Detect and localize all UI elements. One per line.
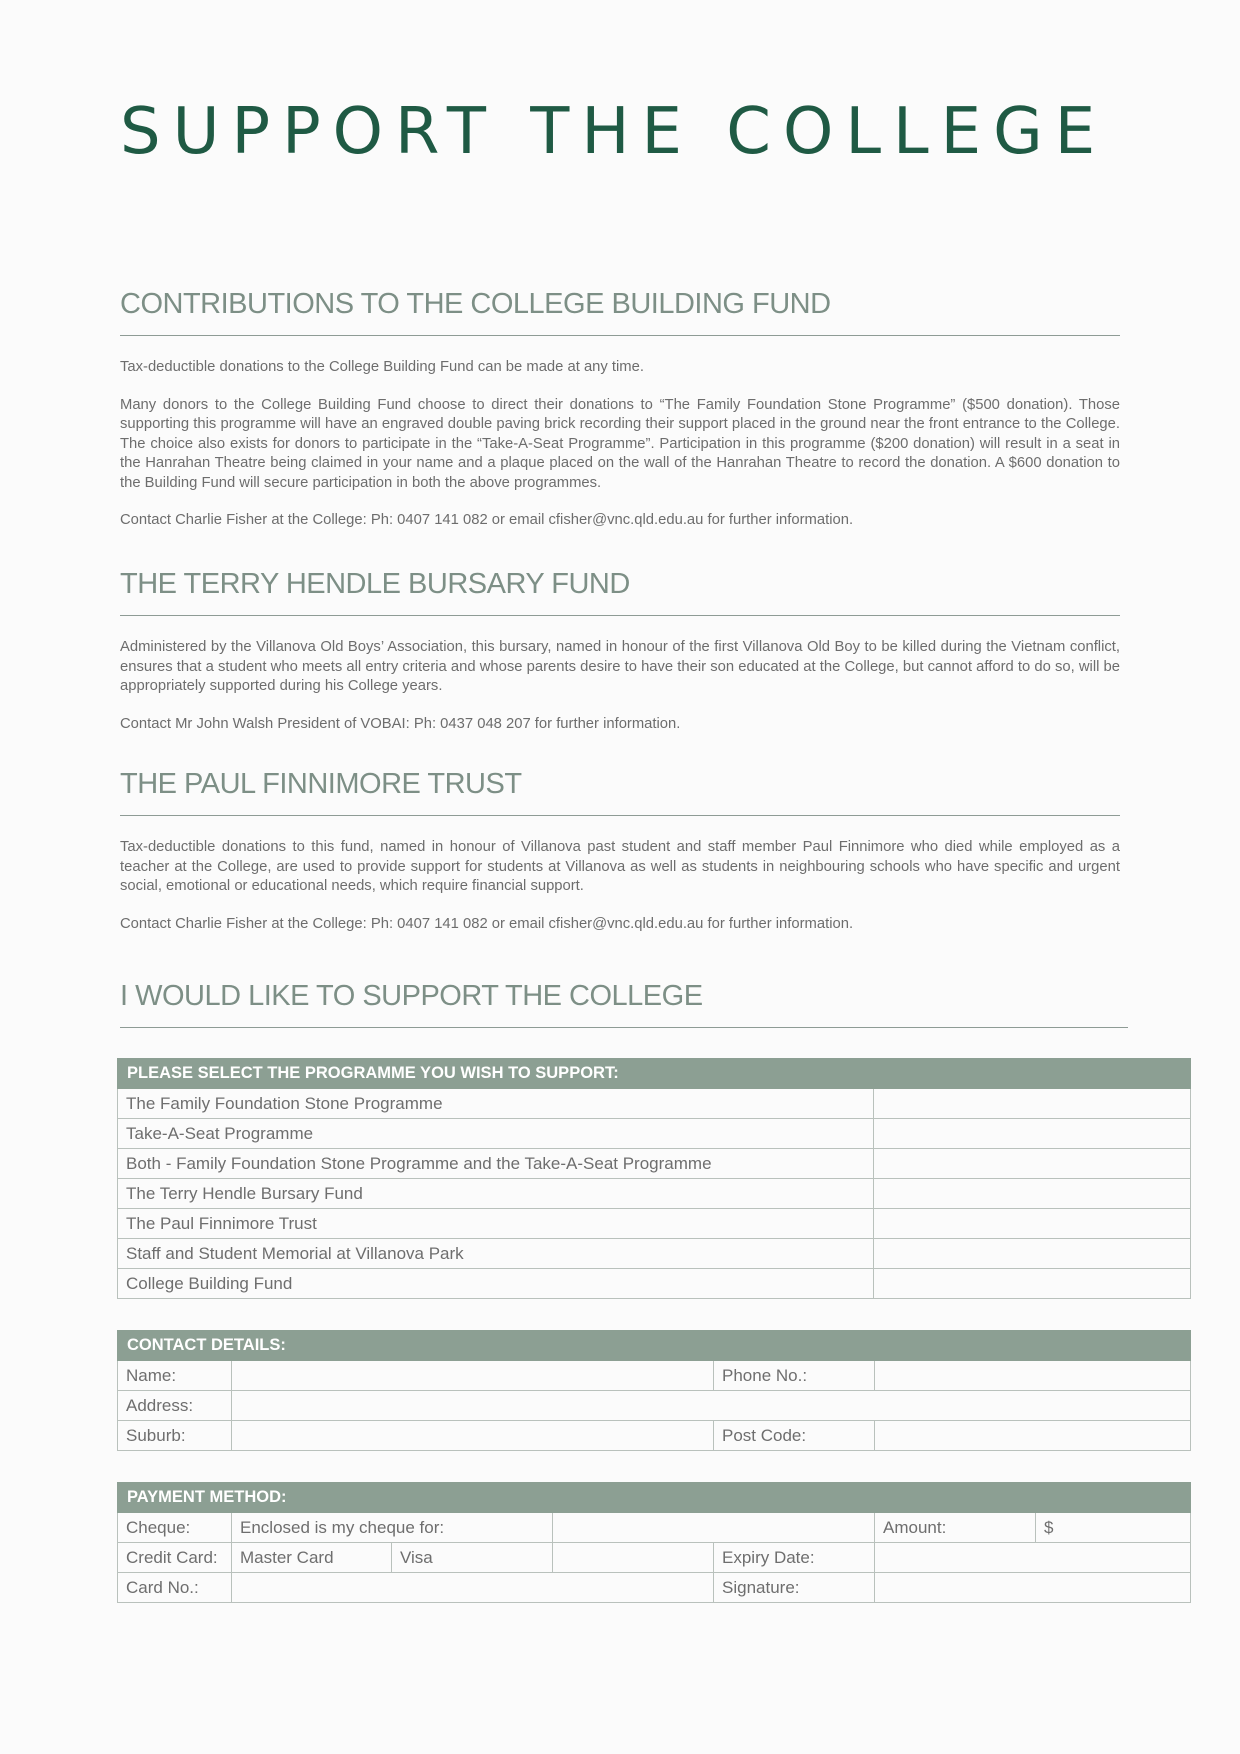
address-field[interactable]: [232, 1391, 1191, 1421]
section-paragraph: Administered by the Villanova Old Boys’ Association, this bursary, named in honour of the first Villanova Old Boy to be killed during the Vietnam conflict, ensures that a student who meets all entry criteria and whose parents desire to have their son educated at the College, but cannot afford to do so, will be appropriately supported during his College years.: [120, 639, 1120, 694]
section-finnimore-trust: [120, 768, 1120, 934]
card-number-label: Card No.:: [118, 1573, 232, 1603]
programme-select-cell[interactable]: [874, 1269, 1191, 1299]
mastercard-option[interactable]: Master Card: [232, 1543, 392, 1573]
table-row: [118, 1149, 1191, 1179]
expiry-field[interactable]: [875, 1543, 1191, 1573]
suburb-label: Suburb:: [118, 1421, 232, 1451]
section-paragraph: Contact Mr John Walsh President of VOBAI: Ph: 0437 048 207 for further information.: [120, 715, 681, 732]
address-label: Address:: [118, 1391, 232, 1421]
payment-table: [117, 1482, 1191, 1603]
section-support-form: [120, 980, 1128, 1028]
programme-table: [117, 1058, 1191, 1299]
programme-option-label: College Building Fund: [118, 1269, 874, 1299]
table-row: [118, 1361, 1191, 1391]
name-label: Name:: [118, 1361, 232, 1391]
table-row: [118, 1089, 1191, 1119]
amount-field[interactable]: $: [1036, 1513, 1191, 1543]
section-heading: CONTRIBUTIONS TO THE COLLEGE BUILDING FUND: [120, 288, 1120, 336]
section-paragraph: Tax-deductible donations to this fund, named in honour of Villanova past student and staff member Paul Finnimore who died while employed as a teacher at the College, are used to provide support for students at Villanova as well as students in neighbouring schools who have specific and urgent social, emotional or educational needs, which require financial support.: [120, 839, 1120, 894]
table-row: [118, 1209, 1191, 1239]
section-building-fund: [120, 288, 1120, 531]
name-field[interactable]: [232, 1361, 714, 1391]
table-row: [118, 1573, 1191, 1603]
postcode-field[interactable]: [875, 1421, 1191, 1451]
postcode-label: Post Code:: [714, 1421, 875, 1451]
page-title: SUPPORT THE COLLEGE: [120, 95, 1108, 169]
section-paragraph: Tax-deductible donations to the College Building Fund can be made at any time.: [120, 359, 644, 375]
suburb-field[interactable]: [232, 1421, 714, 1451]
programme-option-label: The Terry Hendle Bursary Fund: [118, 1179, 874, 1209]
table-header: PLEASE SELECT THE PROGRAMME YOU WISH TO SUPPORT:: [118, 1059, 1191, 1089]
programme-select-cell[interactable]: [874, 1119, 1191, 1149]
table-header: PAYMENT METHOD:: [118, 1483, 1191, 1513]
programme-option-label: The Paul Finnimore Trust: [118, 1209, 874, 1239]
contact-table: [117, 1330, 1191, 1451]
programme-option-label: The Family Foundation Stone Programme: [118, 1089, 874, 1119]
card-blank-cell[interactable]: [553, 1543, 714, 1573]
programme-select-cell[interactable]: [874, 1149, 1191, 1179]
signature-label: Signature:: [714, 1573, 875, 1603]
table-row: [118, 1513, 1191, 1543]
section-paragraph: Contact Charlie Fisher at the College: Ph: 0407 141 082 or email cfisher@vnc.qld.edu.au for further information.: [120, 915, 854, 932]
section-paragraph: Many donors to the College Building Fund choose to direct their donations to “The Family Foundation Stone Programme” ($500 donation). Those supporting this programme will have an engraved double paving brick recording their support placed in the ground near the front entrance to the College. The choice also exists for donors to participate in the “Take-A-Seat Programme”. Participation in this programme ($200 donation) will result in a seat in the Hanrahan Theatre being claimed in your name and a plaque placed on the wall of the Hanrahan Theatre to record the donation. A $600 donation to the Building Fund will secure participation in both the above programmes.: [120, 396, 1120, 491]
table-row: [118, 1269, 1191, 1299]
cheque-text: Enclosed is my cheque for:: [232, 1513, 553, 1543]
table-row: [118, 1391, 1191, 1421]
section-paragraph: Contact Charlie Fisher at the College: Ph: 0407 141 082 or email cfisher@vnc.qld.edu.au for further information.: [120, 512, 854, 528]
phone-label: Phone No.:: [714, 1361, 875, 1391]
programme-select-cell[interactable]: [874, 1209, 1191, 1239]
section-heading: THE PAUL FINNIMORE TRUST: [120, 768, 1120, 816]
table-row: [118, 1239, 1191, 1269]
table-row: [118, 1119, 1191, 1149]
expiry-label: Expiry Date:: [714, 1543, 875, 1573]
table-row: [118, 1421, 1191, 1451]
table-row: [118, 1543, 1191, 1573]
amount-label: Amount:: [875, 1513, 1036, 1543]
programme-select-cell[interactable]: [874, 1179, 1191, 1209]
table-header: CONTACT DETAILS:: [118, 1331, 1191, 1361]
cheque-label: Cheque:: [118, 1513, 232, 1543]
programme-option-label: Take-A-Seat Programme: [118, 1119, 874, 1149]
programme-select-cell[interactable]: [874, 1239, 1191, 1269]
programme-option-label: Staff and Student Memorial at Villanova Park: [118, 1239, 874, 1269]
section-bursary-fund: [120, 568, 1120, 734]
phone-field[interactable]: [875, 1361, 1191, 1391]
cheque-field[interactable]: [553, 1513, 875, 1543]
section-heading: THE TERRY HENDLE BURSARY FUND: [120, 568, 1120, 616]
programme-select-cell[interactable]: [874, 1089, 1191, 1119]
section-heading: I WOULD LIKE TO SUPPORT THE COLLEGE: [120, 980, 1128, 1028]
card-number-field[interactable]: [232, 1573, 714, 1603]
visa-option[interactable]: Visa: [392, 1543, 553, 1573]
credit-card-label: Credit Card:: [118, 1543, 232, 1573]
table-row: [118, 1179, 1191, 1209]
programme-option-label: Both - Family Foundation Stone Programme and the Take-A-Seat Programme: [118, 1149, 874, 1179]
signature-field[interactable]: [875, 1573, 1191, 1603]
